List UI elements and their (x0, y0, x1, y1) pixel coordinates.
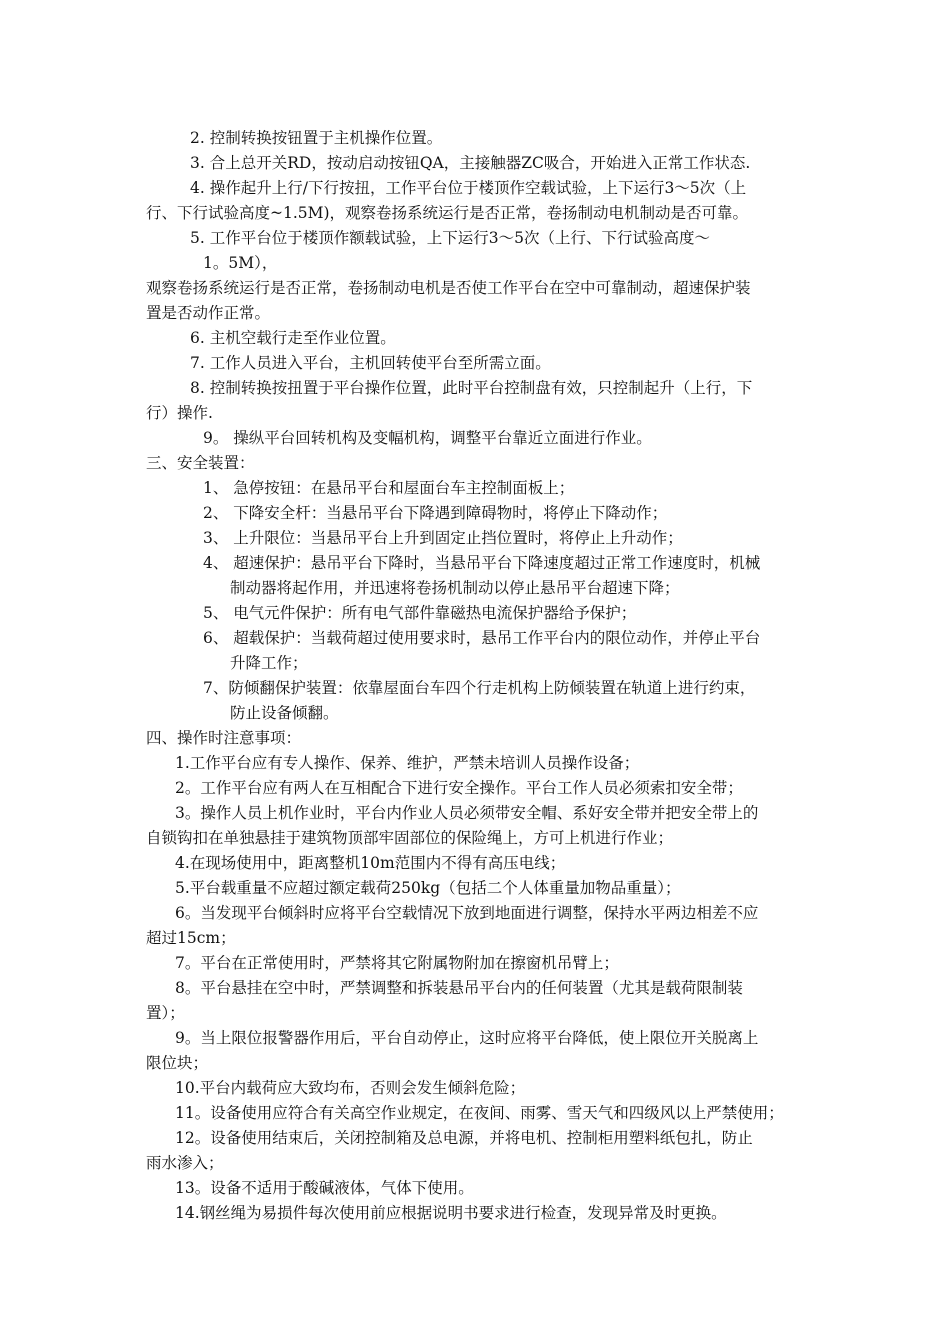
text-line: 4.在现场使用中，距离整机10m范围内不得有高压电线； (175, 854, 566, 872)
text-line: 1。5M）， (203, 254, 278, 272)
text-line: 14.钢丝绳为易损件每次使用前应根据说明书要求进行检查，发现异常及时更换。 (175, 1204, 727, 1222)
text-line: 4. 操作起升上行/下行按扭，工作平台位于楼顶作空载试验，上下运行3～5次（上 (190, 179, 747, 197)
text-line: 2. 控制转换按钮置于主机操作位置。 (190, 129, 443, 147)
text-line: 3、 上升限位：当悬吊平台上升到固定止挡位置时，将停止上升动作； (203, 529, 683, 547)
text-line: 5、 电气元件保护：所有电气部件靠磁热电流保护器给予保护； (203, 604, 637, 622)
text-line: 3. 合上总开关RD，按动启动按钮QA，主接触器ZC吸合，开始进入正常工作状态. (190, 154, 751, 172)
text-line: 防止设备倾翻。 (230, 704, 339, 722)
text-line: 6、 超载保护：当载荷超过使用要求时，悬吊工作平台内的限位动作，并停止平台 (203, 629, 761, 647)
text-line: 1、 急停按钮：在悬吊平台和屋面台车主控制面板上； (203, 479, 575, 497)
text-line: 自锁钩扣在单独悬挂于建筑物顶部牢固部位的保险绳上，方可上机进行作业； (146, 829, 674, 847)
text-line: 6. 主机空载行走至作业位置。 (190, 329, 396, 347)
text-line: 升降工作； (230, 654, 308, 672)
text-line: 9。 操纵平台回转机构及变幅机构，调整平台靠近立面进行作业。 (203, 429, 652, 447)
text-line: 制动器将起作用，并迅速将卷扬机制动以停止悬吊平台超速下降； (230, 579, 680, 597)
text-line: 10.平台内载荷应大致均布，否则会发生倾斜危险； (175, 1079, 526, 1097)
text-line: 观察卷扬系统运行是否正常，卷扬制动电机是否使工作平台在空中可靠制动，超速保护装 (146, 279, 751, 297)
text-line: 5. 工作平台位于楼顶作额载试验，上下运行3～5次（上行、下行试验高度～ (190, 229, 710, 247)
text-line: 限位块； (146, 1054, 209, 1072)
text-line: 行、下行试验高度~1.5M)，观察卷扬系统运行是否正常，卷扬制动电机制动是否可靠。 (146, 204, 749, 222)
text-line: 雨水渗入； (146, 1154, 224, 1172)
text-line: 7、防倾翻保护装置：依靠屋面台车四个行走机构上防倾装置在轨道上进行约束， (203, 679, 756, 697)
text-line: 2。工作平台应有两人在互相配合下进行安全操作。平台工作人员必须索扣安全带； (175, 779, 743, 797)
text-line: 6。当发现平台倾斜时应将平台空载情况下放到地面进行调整，保持水平两边相差不应 (175, 904, 759, 922)
text-line: 置是否动作正常。 (146, 304, 271, 322)
text-line: 2、 下降安全杆：当悬吊平台下降遇到障碍物时，将停止下降动作； (203, 504, 668, 522)
section-heading: 三、安全装置： (146, 454, 255, 472)
text-line: 12。设备使用结束后，关闭控制箱及总电源，并将电机、控制柜用塑料纸包扎，防止 (175, 1129, 753, 1147)
text-line: 4、 超速保护：悬吊平台下降时，当悬吊平台下降速度超过正常工作速度时，机械 (203, 554, 761, 572)
text-line: 行）操作. (146, 404, 213, 422)
text-line: 置）； (146, 1004, 185, 1022)
text-line: 5.平台载重量不应超过额定载荷250kg（包括二个人体重量加物品重量）； (175, 879, 681, 897)
text-line: 1.工作平台应有专人操作、保养、维护，严禁未培训人员操作设备； (175, 754, 640, 772)
text-line: 11。设备使用应符合有关高空作业规定，在夜间、雨雾、雪天气和四级风以上严禁使用； (175, 1104, 784, 1122)
text-line: 9。当上限位报警器作用后，平台自动停止，这时应将平台降低，使上限位开关脱离上 (175, 1029, 759, 1047)
text-line: 7. 工作人员进入平台，主机回转使平台至所需立面。 (190, 354, 551, 372)
text-line: 7。平台在正常使用时，严禁将其它附属物附加在擦窗机吊臂上； (175, 954, 619, 972)
text-line: 3。操作人员上机作业时，平台内作业人员必须带安全帽、系好安全带并把安全带上的 (175, 804, 759, 822)
text-line: 8。平台悬挂在空中时，严禁调整和拆装悬吊平台内的任何装置（尤其是载荷限制装 (175, 979, 743, 997)
text-line: 超过15cm； (146, 929, 236, 947)
section-heading: 四、操作时注意事项： (146, 729, 302, 747)
text-line: 8. 控制转换按扭置于平台操作位置，此时平台控制盘有效，只控制起升（上行，下 (190, 379, 753, 397)
text-line: 13。设备不适用于酸碱液体，气体下使用。 (175, 1179, 474, 1197)
